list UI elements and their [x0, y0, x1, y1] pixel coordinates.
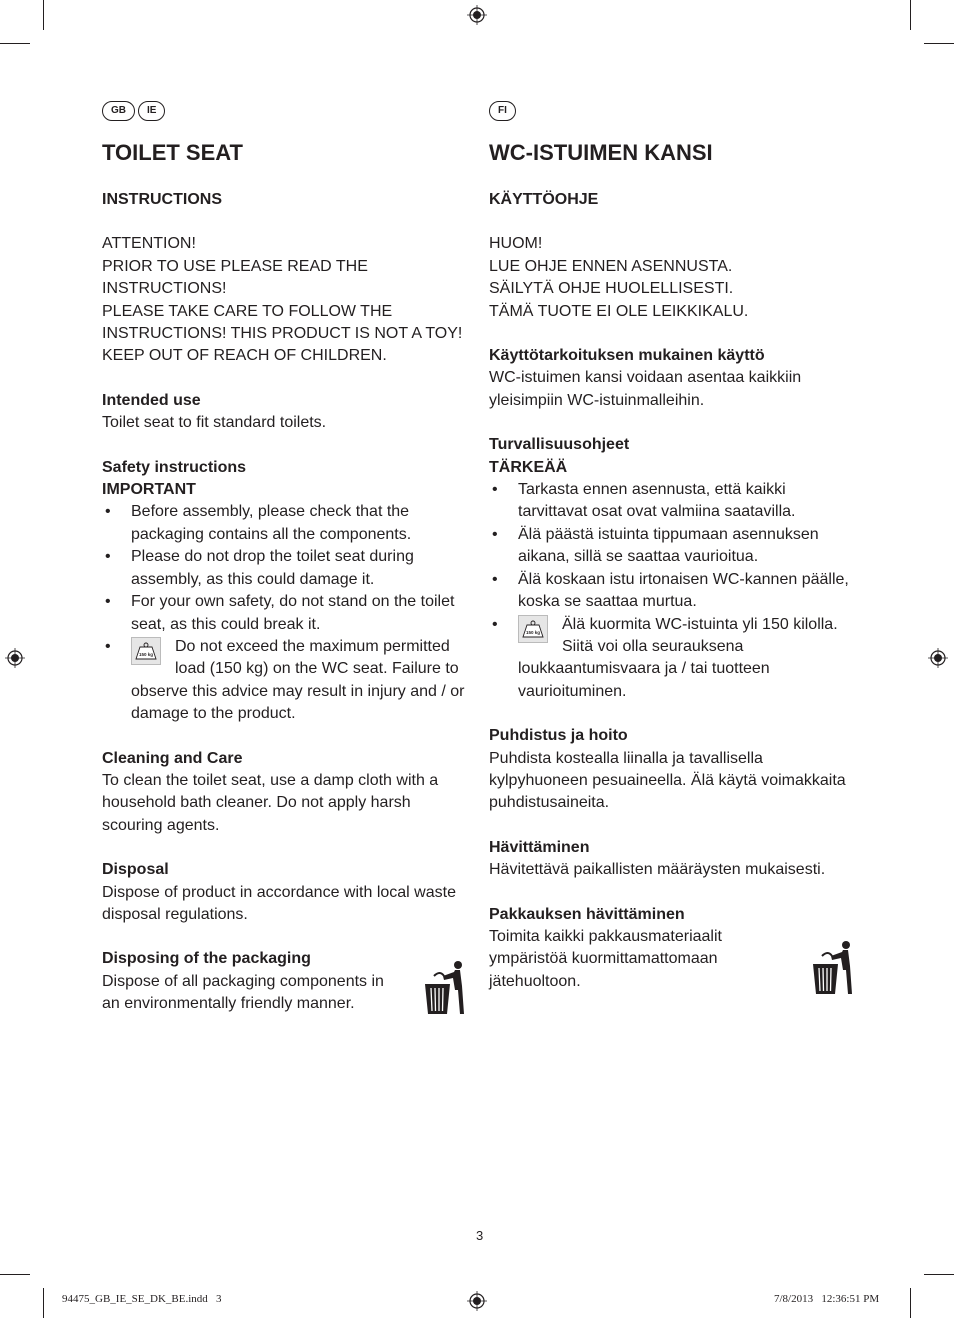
language-badge-ie: IE [138, 101, 165, 121]
warning-line: KEEP OUT OF REACH OF CHILDREN. [102, 347, 387, 365]
important-label: TÄRKEÄÄ [489, 458, 568, 476]
warning-line: LUE OHJE ENNEN ASENNUSTA. [489, 257, 733, 275]
list-item: • For your own safety, do not stand on the toilet seat, as this could break it. [102, 591, 468, 636]
page-title: TOILET SEAT [102, 140, 243, 165]
section-heading: Cleaning and Care [102, 749, 243, 767]
section-heading: Turvallisuusohjeet [489, 436, 630, 454]
important-label: IMPORTANT [102, 481, 196, 499]
warning-line: INSTRUCTIONS! [102, 280, 227, 298]
safety-list [102, 501, 468, 725]
list-item: • Tarkasta ennen asennusta, että kaikki tarvittavat osat ovat valmiina saatavilla. [489, 479, 855, 524]
page-number: 3 [476, 1228, 484, 1243]
section-text: Dispose of all packaging components in an environmentally friendly manner. [102, 972, 384, 1013]
section-text: Toimita kaikki pakkausmateriaalit ympäristöä kuormittamattomaan jätehuoltoon. [489, 927, 722, 990]
language-badge-fi: FI [489, 101, 516, 121]
print-slug-filename: 94475_GB_IE_SE_DK_BE.indd 3 [62, 1293, 222, 1305]
finnish-column [489, 101, 855, 993]
language-badges [102, 101, 468, 122]
safety-list [489, 479, 855, 703]
cleaning-section [102, 748, 468, 838]
disposal-section [489, 837, 855, 882]
list-item: • Älä koskaan istu irtonaisen WC-kannen päälle, koska se saattaa murtua. [489, 569, 855, 614]
weight-icon-label: • 150 kg [138, 651, 154, 657]
crop-mark [924, 43, 954, 44]
section-text: Dispose of product in accordance with local waste disposal regulations. [102, 883, 456, 923]
list-item [102, 636, 468, 726]
list-item: • Before assembly, please check that the packaging contains all the components. [102, 501, 468, 546]
registration-mark-icon [467, 5, 487, 25]
section-heading: Disposing of the packaging [102, 950, 311, 968]
page-title: WC-ISTUIMEN KANSI [489, 140, 713, 165]
instructions-heading: KÄYTTÖOHJE [489, 191, 599, 208]
section-heading: Käyttötarkoituksen mukainen käyttö [489, 347, 765, 365]
list-item: • Älä päästä istuinta tippumaan asennuksen aikana, sillä se saattaa vaurioitua. [489, 524, 855, 569]
warning-line: TÄMÄ TUOTE EI OLE LEIKKIKALU. [489, 302, 749, 320]
list-item [489, 614, 855, 704]
warning-line: SÄILYTÄ OHJE HUOLELLISESTI. [489, 280, 734, 298]
crop-mark [43, 0, 44, 30]
safety-section [102, 457, 468, 726]
crop-mark [43, 1288, 44, 1318]
waste-bin-icon [422, 960, 466, 1014]
crop-mark [924, 1274, 954, 1275]
crop-mark [910, 0, 911, 30]
section-heading: Disposal [102, 861, 169, 879]
print-slug-timestamp: 7/8/2013 12:36:51 PM [774, 1293, 880, 1305]
section-text: To clean the toilet seat, use a damp cloth with a household bath cleaner. Do not apply harsh scouring agents. [102, 771, 439, 834]
warning-line: INSTRUCTIONS! THIS PRODUCT IS NOT A TOY! [102, 325, 463, 343]
registration-mark-icon [467, 1291, 487, 1311]
english-column [102, 101, 468, 1016]
weight-limit-icon [131, 637, 161, 665]
section-heading: Hävittäminen [489, 838, 590, 856]
warning-line: PLEASE TAKE CARE TO FOLLOW THE [102, 302, 393, 320]
registration-mark-icon [928, 648, 948, 668]
section-heading: Safety instructions [102, 458, 247, 476]
language-badges [489, 101, 855, 122]
intended-use-section [489, 345, 855, 412]
section-text: WC-istuimen kansi voidaan asentaa kaikkiin yleisimpiin WC-istuinmalleihin. [489, 369, 802, 409]
weight-warning-text: Do not exceed the maximum permitted load (150 kg) on the WC seat. Failure to observe this advice may result in injury and / or damage to the product. [131, 637, 465, 723]
warning-line: PRIOR TO USE PLEASE READ THE [102, 257, 368, 275]
weight-icon-label: • 150 kg [525, 629, 541, 635]
packaging-section [489, 904, 855, 994]
section-heading: Intended use [102, 391, 201, 409]
section-heading: Puhdistus ja hoito [489, 727, 628, 745]
safety-section [489, 434, 855, 703]
registration-mark-icon [5, 648, 25, 668]
instructions-heading: INSTRUCTIONS [102, 191, 222, 208]
intended-use-section [102, 390, 468, 435]
warning-line: ATTENTION! [102, 235, 196, 253]
section-heading: Pakkauksen hävittäminen [489, 905, 685, 923]
crop-mark [0, 1274, 30, 1275]
warning-line: HUOM! [489, 235, 543, 253]
crop-mark [910, 1288, 911, 1318]
packaging-section [102, 948, 468, 1015]
weight-limit-icon [518, 615, 548, 643]
cleaning-section [489, 725, 855, 815]
section-text: Toilet seat to fit standard toilets. [102, 414, 327, 432]
disposal-section [102, 859, 468, 926]
crop-mark [0, 43, 30, 44]
warning-block [489, 233, 855, 323]
weight-warning-text: Älä kuormita WC-istuinta yli 150 kilolla. Siitä voi olla seurauksena loukkaantumisvaara ja / tai tuotteen vaurioituminen. [518, 615, 838, 700]
language-badge-gb: GB [102, 101, 135, 121]
list-item: • Please do not drop the toilet seat during assembly, as this could damage it. [102, 546, 468, 591]
waste-bin-icon [810, 940, 854, 994]
section-text: Puhdista kostealla liinalla ja tavallisella kylpyhuoneen pesuaineella. Älä käytä voimakkaita puhdistusaineita. [489, 749, 846, 812]
section-text: Hävitettävä paikallisten määräysten mukaisesti. [489, 861, 826, 879]
warning-block [102, 233, 468, 367]
